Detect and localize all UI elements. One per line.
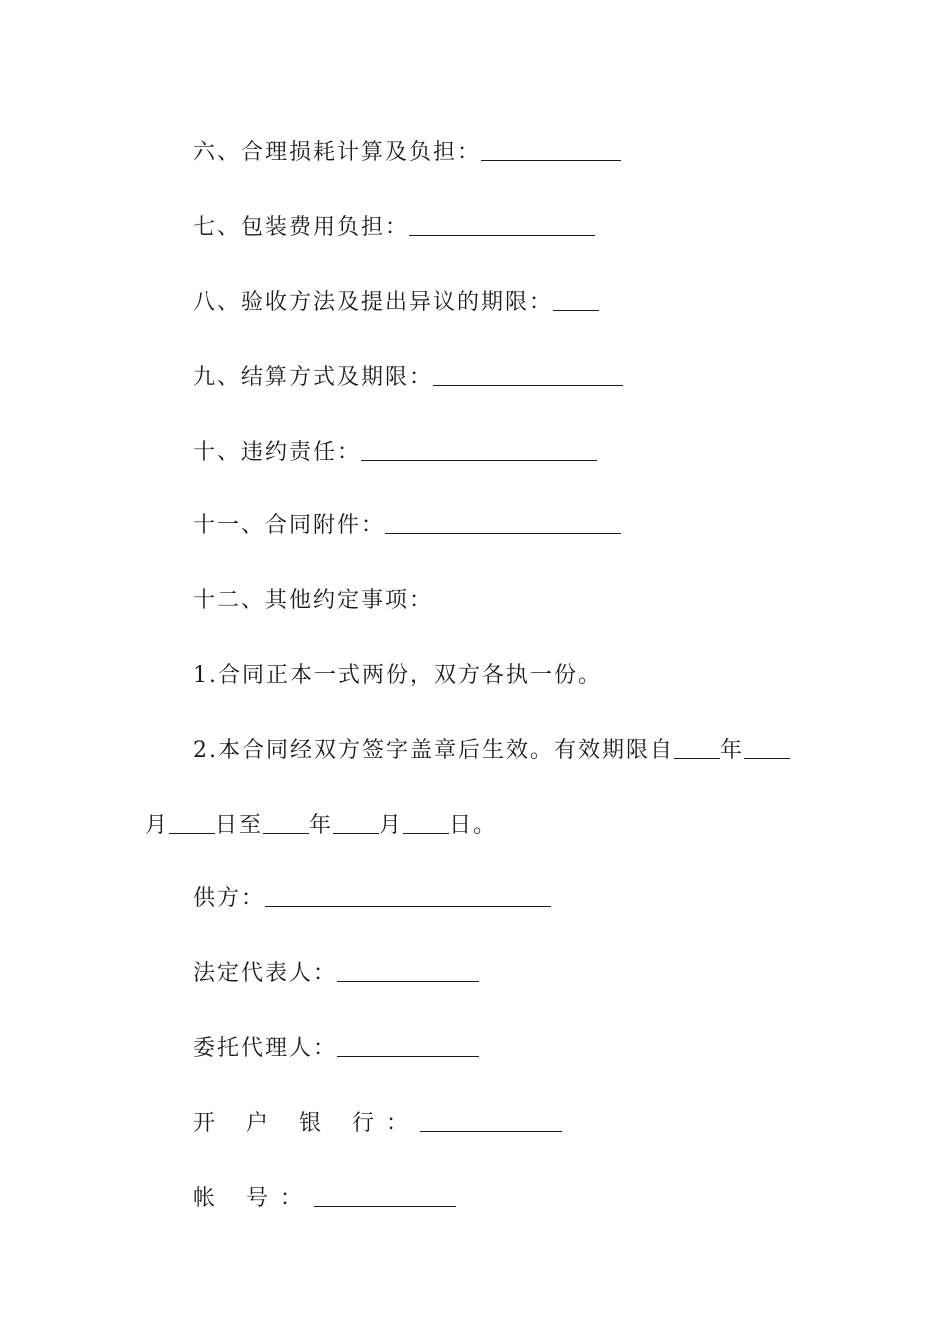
clause-settlement (193, 363, 623, 393)
account-blank (314, 1184, 456, 1207)
clause-packaging-blank (409, 213, 595, 236)
start-day-blank (169, 811, 215, 834)
end-year-label: 年 (309, 813, 334, 838)
bank-label: 开 户 银 行： (193, 1111, 420, 1136)
supplier-blank (265, 884, 551, 907)
legal-rep-blank (337, 959, 479, 982)
other-item-2-cont (145, 811, 497, 841)
end-month-label: 月 (379, 813, 404, 838)
clause-other (193, 586, 433, 616)
supplier-line (193, 884, 551, 914)
other-item-1-text: 1.合同正本一式两份，双方各执一份。 (193, 663, 602, 688)
clause-acceptance-label: 八、验收方法及提出异议的期限： (193, 290, 554, 315)
account-label: 帐 号： (193, 1186, 314, 1211)
agent-label: 委托代理人： (193, 1036, 338, 1061)
account-line (193, 1184, 456, 1214)
clause-packaging-label: 七、包装费用负担： (193, 215, 410, 240)
year-label: 年 (720, 738, 745, 763)
clause-attachments (193, 511, 621, 541)
other-item-2 (193, 736, 790, 766)
clause-liability (193, 438, 597, 468)
clause-liability-label: 十、违约责任： (193, 440, 362, 465)
clause-attachments-label: 十一、合同附件： (193, 513, 386, 538)
clause-loss-label: 六、合理损耗计算及负担： (193, 140, 482, 165)
agent-line (193, 1034, 479, 1064)
clause-other-label: 十二、其他约定事项： (193, 588, 434, 613)
start-month-blank (744, 736, 790, 759)
legal-rep-line (193, 959, 479, 989)
end-month-blank (333, 811, 379, 834)
supplier-label: 供方： (193, 886, 266, 911)
clause-acceptance-blank (553, 288, 599, 311)
clause-acceptance (193, 288, 599, 318)
bank-blank (420, 1109, 562, 1132)
clause-settlement-blank (433, 363, 623, 386)
clause-attachments-blank (385, 511, 621, 534)
other-item-2-text: 2.本合同经双方签字盖章后生效。有效期限自 (193, 738, 674, 763)
agent-blank (337, 1034, 479, 1057)
legal-rep-label: 法定代表人： (193, 961, 338, 986)
other-item-1 (193, 661, 602, 691)
clause-packaging (193, 213, 595, 243)
end-day-label: 日。 (449, 813, 498, 838)
day-to-label: 日至 (215, 813, 264, 838)
clause-loss (193, 138, 621, 168)
clause-settlement-label: 九、结算方式及期限： (193, 365, 434, 390)
month-label: 月 (145, 813, 170, 838)
end-day-blank (403, 811, 449, 834)
bank-line (193, 1109, 562, 1139)
clause-liability-blank (361, 438, 597, 461)
clause-loss-blank (481, 138, 621, 161)
start-year-blank (674, 736, 720, 759)
end-year-blank (263, 811, 309, 834)
